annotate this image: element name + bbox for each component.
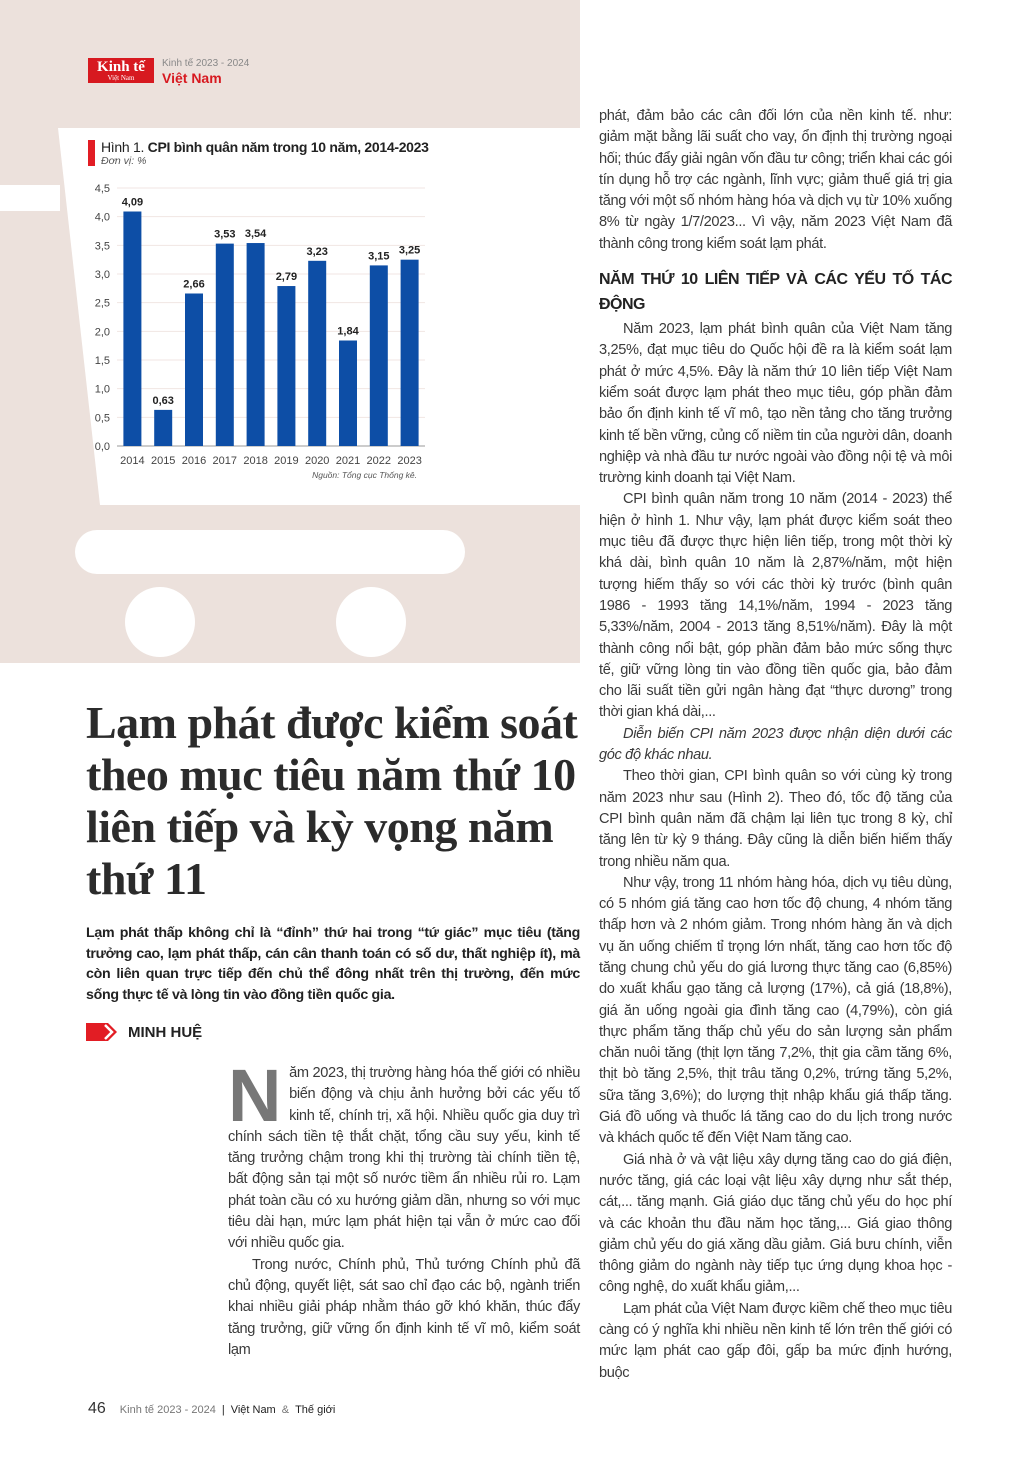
bar-2017 xyxy=(216,244,234,446)
figure-caption xyxy=(88,139,429,167)
paragraph: Như vậy, trong 11 nhóm hàng hóa, dịch vụ tiêu dùng, có 5 nhóm giá tăng cao hơn tốc độ chung, 4 nhóm tăng thấp hơn và 2 nhóm giảm. Trong nhóm hàng ăn và dịch vụ ăn uống chiếm tỉ trọng lớn nhất, tăng cao hơn tốc độ tăng chung chủ yếu do giá lương thực tăng cao (6,85%) do xuất khẩu gạo tăng cả lượng (17%), cả giá (18,8%), giá ăn uống ngoài gia đình tăng cao (4,79%), còn giá thực phẩm tăng thấp chủ yếu do sản lượng sản phẩm chăn nuôi tăng (thịt lợn tăng 7,2%, thịt gia cầm tăng 6%, thịt bò tăng 2,5%, thịt trâu tăng 0,2%, trứng tăng 5,2%, sữa tăng 3,6%); do lượng thịt nhập khẩu giá thấp tăng. Giá đồ uống và thuốc lá tăng cao do du lịch trong nước và khách quốc tế đến Việt Nam tăng cao. xyxy=(599,874,952,1147)
y-tick-label: 3,5 xyxy=(94,240,110,253)
bar-2016 xyxy=(185,293,203,446)
bar-2018 xyxy=(247,243,265,446)
paragraph: Giá nhà ở và vật liệu xây dựng tăng cao do giá điện, nước tăng, giá các loại vật liệu xây dựng như sắt thép, cát,... tăng mạnh. Giá giáo dục tăng chủ yếu do học phí và các khoản thu đầu năm học tăng,... Giá giao thông giảm chủ yếu do giá xăng dầu giảm. Giá bưu chính, viễn thông giảm do ngành này tiếp tục ứng dụng khoa học - công nghệ, do xuất khẩu giảm,... xyxy=(599,1151,952,1296)
bar-2020 xyxy=(308,261,326,446)
y-tick-label: 0,0 xyxy=(94,441,110,453)
data-label: 3,54 xyxy=(244,228,267,241)
data-label: 3,25 xyxy=(398,244,421,257)
drop-cap: N xyxy=(228,1054,282,1137)
y-tick-label: 2,5 xyxy=(94,297,110,310)
footer-edition: Kinh tế 2023 - 2024 xyxy=(119,1404,216,1416)
paragraph: CPI bình quân năm trong 10 năm (2014 - 2023) thể hiện ở hình 1. Như vậy, lạm phát được kiểm soát theo mục tiêu đã được thực hiện liên tiếp, trong một thời kỳ khá dài, bình quân 10 năm là 2,87%/năm, một hiện tượng hiếm thấy so với các thời kỳ trước (bình quân 1986 - 1993 tăng 14,1%/năm, 1994 - 2023 tăng 5,33%/năm, 2004 - 2013 tăng 8,51%/năm). Đây là một thành công nổi bật, góp phần đảm bảo mức sống thực tế, giữ vững lòng tin vào đồng tiền quốc gia, bảo đảm cho lãi suất tiền gửi ngân hàng đạt “thực dương” trong thời gian khá dài,... xyxy=(599,491,952,721)
footer-separator: | xyxy=(221,1404,225,1416)
body-column-left xyxy=(228,1054,580,1361)
bar-2023 xyxy=(401,260,419,446)
data-label: 3,15 xyxy=(368,250,390,263)
x-tick-label: 2019 xyxy=(274,455,299,467)
x-tick-label: 2021 xyxy=(335,455,361,467)
accent-bar xyxy=(88,140,95,166)
paragraph: Theo thời gian, CPI bình quân so với cùng kỳ trong năm 2023 như sau (Hình 2). Theo đó, tốc độ tăng của CPI bình quân năm đã chậm lại liên tục trong 8 kỳ, chỉ tăng lên từ kỳ 9 tháng. Đây cũng là diễn biến hiếm thấy trong nhiều năm qua. xyxy=(599,768,952,870)
y-tick-label: 3,0 xyxy=(94,269,110,281)
edition-label: Kinh tế 2023 - 2024 xyxy=(162,58,250,69)
article-left-flow xyxy=(86,697,580,1361)
y-tick-label: 1,0 xyxy=(94,383,110,396)
data-label: 2,66 xyxy=(183,278,205,291)
paragraph: ăm 2023, thị trường hàng hóa thế giới có nhiều biến động và chịu ảnh hưởng bởi các yếu tố kinh tế, chính trị, xã hội. Nhiều quốc gia duy trì chính sách tiền tệ thắt chặt, tổng cầu suy yếu, kinh tế tăng trưởng chậm trong khi thị trường tài chính tiền tệ, bất động sản tại một số nước tiềm ẩn nhiều rủi ro. Lạm phát toàn cầu có xu hướng giảm dần, nhưng so với mục tiêu dài hạn, mức lạm phát hiện tại vẫn ở mức cao đối với nhiều quốc gia. xyxy=(228,1065,580,1252)
data-label: 4,09 xyxy=(121,196,144,209)
cpi-bar-chart xyxy=(85,178,435,483)
paragraph: Diễn biến CPI năm 2023 được nhận diện dưới các góc độ khác nhau. xyxy=(599,725,952,764)
x-tick-label: 2022 xyxy=(366,455,392,467)
paragraph: Lạm phát của Việt Nam được kiềm chế theo mục tiêu càng có ý nghĩa khi nhiều nền kinh tế lớn trên thế giới có mức lạm phát cao gấp đôi, gấp ba mức định hướng, buộc xyxy=(599,1300,952,1381)
data-label: 1,84 xyxy=(337,325,359,338)
data-label: 2,79 xyxy=(275,271,298,284)
masthead xyxy=(88,58,249,86)
x-tick-label: 2020 xyxy=(304,455,330,467)
byline xyxy=(86,1023,580,1041)
section-label: Việt Nam xyxy=(162,70,222,86)
arrow-icon xyxy=(86,1023,120,1041)
bar-2019 xyxy=(277,286,295,446)
paragraph: Năm 2023, lạm phát bình quân của Việt Nam tăng 3,25%, đạt mục tiêu do Quốc hội đề ra là kiểm soát lạm phát ở mức 4,5%. Đây là năm thứ 10 liên tiếp Việt Nam kiểm soát được lạm phát theo mục tiêu, góp phần đảm bảo ổn định kinh tế vĩ mô, tạo nền tảng cho tăng trưởng kinh tế bền vững, củng cố niềm tin của người dân, doanh nghiệp và nhà đầu tư nước ngoài vào đồng nội tệ và môi trường kinh doanh tại Việt Nam. xyxy=(599,321,952,487)
y-tick-label: 4,0 xyxy=(94,211,110,224)
bar-2015 xyxy=(154,410,172,446)
article-title: Lạm phát được kiểm soát theo mục tiêu năm thứ 10 liên tiếp và kỳ vọng năm thứ 11 xyxy=(86,697,578,904)
magazine-logo: Kinh tế Việt Nam xyxy=(88,58,154,83)
bar-2021 xyxy=(339,341,357,446)
footer-pub2: Thế giới xyxy=(295,1404,336,1416)
y-tick-label: 2,0 xyxy=(94,326,110,339)
y-tick-label: 1,5 xyxy=(94,355,110,367)
figure-label: Hình 1. xyxy=(101,139,145,155)
y-tick-label: 4,5 xyxy=(94,183,110,195)
x-tick-label: 2016 xyxy=(181,455,207,467)
figure-title: CPI bình quân năm trong 10 năm, 2014-2023 xyxy=(147,139,429,155)
data-label: 0,63 xyxy=(152,394,174,407)
paragraph: Trong nước, Chính phủ, Thủ tướng Chính phủ đã chủ động, quyết liệt, sát sao chỉ đạo các bộ, ngành triển khai nhiều giải pháp nhằm tháo gỡ khó khăn, thúc đẩy tăng trưởng, giữ vững ổn định kinh tế vĩ mô, kiểm soát lạm xyxy=(228,1256,580,1358)
figure-unit: Đơn vị: % xyxy=(101,155,147,167)
body-column-right xyxy=(599,106,952,1384)
x-tick-label: 2014 xyxy=(120,455,145,467)
footer-amp: & xyxy=(281,1404,290,1416)
article-sapo: Lạm phát thấp không chỉ là “đỉnh” thứ hai trong “tứ giác” mục tiêu (tăng trưởng cao, lạm phát thấp, cán cân thanh toán có số dư, thất nghiệp ít), mà còn liên quan trực tiếp đến chủ thể đông nhất trên thị trường, đến mức sống thực tế và lòng tin vào đồng tiền quốc gia. xyxy=(86,925,580,1003)
footer-pub1: Việt Nam xyxy=(230,1404,276,1416)
data-label: 3,23 xyxy=(306,245,328,258)
page-footer xyxy=(88,1400,335,1418)
y-tick-label: 0,5 xyxy=(94,412,110,425)
data-label: 3,53 xyxy=(214,228,236,241)
bar-2014 xyxy=(123,212,141,446)
author-name: MINH HUỆ xyxy=(128,1023,203,1041)
paragraph: phát, đảm bảo các cân đối lớn của nền kinh tế. như: giảm mặt bằng lãi suất cho vay, ổn định thị trường ngoại hối; thúc đẩy giải ngân vốn đầu tư công; triển khai các gói tín dụng hỗ trợ các ngành, lĩnh vực; giảm thuế giá trị gia tăng với một số nhóm hàng hóa và dịch vụ từ 10% xuống 8% từ ngày 1/7/2023... Vì vậy, năm 2023 Việt Nam đã thành công trong kiểm soát lạm phát. xyxy=(599,108,952,252)
page-number: 46 xyxy=(88,1400,106,1417)
bar-2022 xyxy=(370,265,388,446)
x-tick-label: 2018 xyxy=(243,455,268,467)
x-tick-label: 2015 xyxy=(150,455,176,467)
section-heading: NĂM THỨ 10 LIÊN TIẾP VÀ CÁC YẾU TỐ TÁC ĐỘNG xyxy=(599,271,952,314)
chart-source: Nguồn: Tổng cục Thống kê. xyxy=(312,470,417,480)
x-tick-label: 2023 xyxy=(397,455,422,467)
x-tick-label: 2017 xyxy=(212,455,238,467)
